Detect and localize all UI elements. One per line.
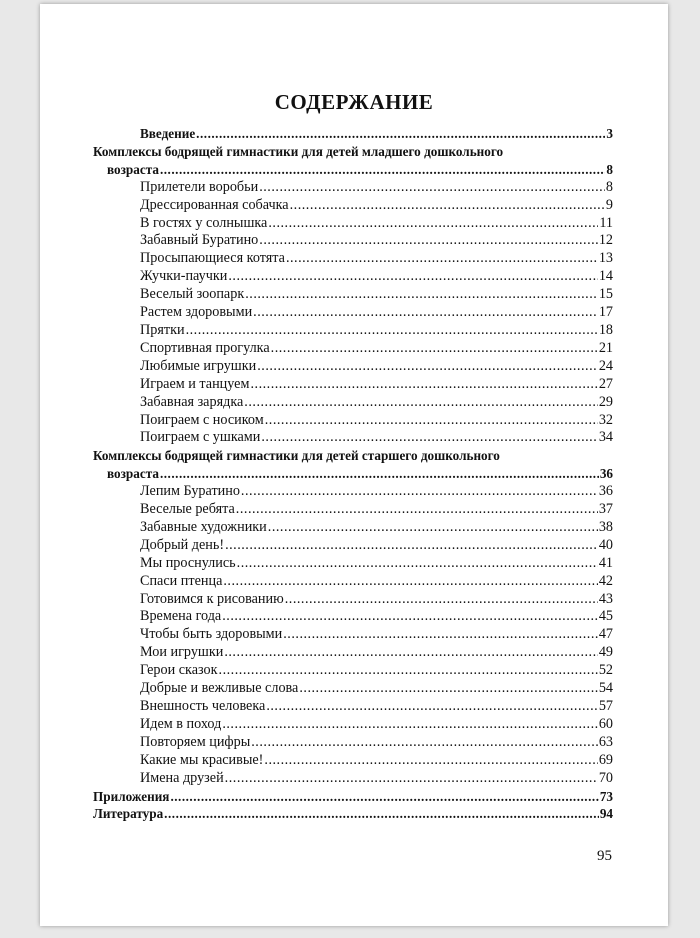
toc-entry-label: Забавная зарядка <box>140 393 244 410</box>
toc-entry-label: Какие мы красивые! <box>140 751 264 768</box>
toc-entry <box>93 626 613 644</box>
toc-entry-label: Любимые игрушки <box>140 357 257 374</box>
toc-entry <box>93 215 613 233</box>
dot-leader <box>250 376 597 394</box>
dot-leader <box>259 232 598 250</box>
toc-entry-label: Забавный Буратино <box>140 232 259 249</box>
toc-entry-page: 73 <box>599 788 613 804</box>
toc-entry-page: 18 <box>598 321 613 338</box>
toc-entry-page: 54 <box>598 680 613 697</box>
dot-leader <box>196 125 605 143</box>
toc-entry-label: Внешность человека <box>140 698 266 714</box>
dot-leader <box>268 215 598 233</box>
toc-entry-literature <box>93 805 613 823</box>
toc-entry-page: 21 <box>598 339 613 356</box>
toc-entry <box>93 752 613 770</box>
toc-entry-label: В гостях у солнышка <box>140 214 268 231</box>
toc-entry-page: 70 <box>598 769 613 786</box>
toc-entry-page: 11 <box>599 214 613 231</box>
section-heading-senior: Комплексы бодрящей гимнастики для детей старшего дошкольного <box>93 448 500 464</box>
toc-entry-label: Прилетели воробьи <box>140 178 259 195</box>
toc-entry-page: 43 <box>598 590 613 607</box>
toc-entry-label: Чтобы быть здоровыми <box>140 626 283 643</box>
toc-entry-page: 14 <box>598 268 613 285</box>
toc-entry-page: 36 <box>598 483 613 500</box>
toc-entry-label: Поиграем с носиком <box>140 411 264 428</box>
toc-entry-page: 52 <box>598 662 613 679</box>
toc-entry-label: Просыпающиеся котята <box>140 250 285 267</box>
section-heading-junior-cont <box>93 161 613 179</box>
toc-entry-label: Прятки <box>140 321 185 338</box>
toc-entry <box>93 573 613 591</box>
toc-entry <box>93 770 613 788</box>
toc-entry-page: 47 <box>598 626 613 643</box>
dot-leader <box>283 626 598 644</box>
toc-entry <box>93 698 613 716</box>
toc-entry-label: Приложения <box>93 788 170 804</box>
dot-leader <box>251 734 598 752</box>
toc-entry-page: 45 <box>598 608 613 625</box>
document-page <box>40 4 668 926</box>
dot-leader <box>237 555 598 573</box>
dot-leader <box>186 322 598 340</box>
dot-leader <box>265 412 598 430</box>
toc-entry <box>93 555 613 573</box>
toc-entry <box>93 394 613 412</box>
toc-entry-page: 27 <box>598 375 613 392</box>
toc-entry-label: Забавные художники <box>140 518 267 535</box>
section-senior-items <box>93 483 613 787</box>
dot-leader <box>268 519 598 537</box>
toc-entry-page: 38 <box>598 518 613 535</box>
dot-leader <box>244 394 598 412</box>
dot-leader <box>271 340 598 358</box>
toc-entry <box>93 304 613 322</box>
toc-entry-label: Идем в поход <box>140 715 222 732</box>
toc-entry-label: Имена друзей <box>140 769 224 786</box>
dot-leader <box>257 358 598 376</box>
toc-entry-intro <box>93 125 613 143</box>
dot-leader <box>285 591 598 609</box>
toc-entry <box>93 429 613 447</box>
dot-leader <box>286 250 598 268</box>
table-of-contents <box>93 125 613 823</box>
dot-leader <box>160 465 599 483</box>
toc-entry-page: 17 <box>598 304 613 321</box>
toc-entry <box>93 537 613 555</box>
toc-entry-page: 32 <box>598 411 613 428</box>
toc-entry-page: 41 <box>598 554 613 571</box>
toc-entry-label: Герои сказок <box>140 662 218 679</box>
toc-entry <box>93 734 613 752</box>
dot-leader <box>222 608 598 626</box>
toc-entry <box>93 644 613 662</box>
toc-entry-page: 69 <box>598 751 613 768</box>
toc-entry <box>93 286 613 304</box>
toc-entry-label: возраста <box>107 466 159 482</box>
section-junior-items <box>93 179 613 448</box>
toc-entry-page: 29 <box>598 393 613 410</box>
toc-entry-label: возраста <box>107 161 159 177</box>
dot-leader <box>253 304 598 322</box>
section-heading-senior-cont <box>93 465 613 483</box>
toc-entry-appendix <box>93 788 613 806</box>
toc-entry-page: 40 <box>598 536 613 553</box>
toc-entry-label: Мы проснулись <box>140 554 236 571</box>
toc-entry-page: 9 <box>605 196 613 213</box>
toc-entry-label: Поиграем с ушками <box>140 429 261 446</box>
toc-entry <box>93 591 613 609</box>
toc-entry <box>93 197 613 215</box>
toc-entry-label: Времена года <box>140 608 222 625</box>
dot-leader <box>241 483 598 501</box>
page-number: 95 <box>597 848 612 864</box>
toc-entry <box>93 268 613 286</box>
toc-entry-page: 15 <box>598 286 613 303</box>
toc-entry-label: Лепим Буратино <box>140 483 240 500</box>
toc-entry-label: Спортивная прогулка <box>140 339 270 356</box>
toc-entry-label: Добрые и вежливые слова <box>140 680 299 697</box>
dot-leader <box>245 286 598 304</box>
toc-entry-label: Мои игрушки <box>140 644 224 661</box>
toc-entry-label: Спаси птенца <box>140 572 223 589</box>
toc-entry-page: 8 <box>605 178 613 195</box>
toc-entry <box>93 376 613 394</box>
toc-entry-page: 63 <box>598 733 613 750</box>
toc-entry-label: Жучки-паучки <box>140 268 228 285</box>
toc-entry-label: Введение <box>140 126 196 141</box>
toc-entry <box>93 358 613 376</box>
dot-leader <box>236 501 598 519</box>
toc-entry-page: 34 <box>598 429 613 446</box>
dot-leader <box>225 537 598 555</box>
toc-entry <box>93 608 613 626</box>
dot-leader <box>259 179 605 197</box>
toc-entry-label: Веселые ребята <box>140 501 235 518</box>
toc-entry-page: 49 <box>598 644 613 661</box>
toc-entry <box>93 519 613 537</box>
toc-entry-page: 8 <box>606 161 613 177</box>
dot-leader <box>170 788 598 806</box>
toc-entry <box>93 179 613 197</box>
toc-entry <box>93 250 613 268</box>
dot-leader <box>222 716 597 734</box>
dot-leader <box>266 698 597 716</box>
toc-entry-label: Добрый день! <box>140 536 225 553</box>
toc-entry-label: Растем здоровыми <box>140 304 253 321</box>
toc-entry-page: 57 <box>598 698 613 714</box>
section-heading-junior: Комплексы бодрящей гимнастики для детей младшего дошкольного <box>93 143 504 159</box>
toc-entry <box>93 412 613 430</box>
dot-leader <box>160 161 605 179</box>
toc-entry-page: 37 <box>598 501 613 518</box>
toc-entry-page: 94 <box>599 806 613 822</box>
dot-leader <box>228 268 597 286</box>
toc-entry-label: Литература <box>93 806 164 822</box>
page-title: СОДЕРЖАНИЕ <box>274 90 434 114</box>
dot-leader <box>225 770 598 788</box>
toc-entry <box>93 662 613 680</box>
dot-leader <box>264 752 597 770</box>
toc-entry-page: 12 <box>598 232 613 249</box>
toc-entry-label: Веселый зоопарк <box>140 286 245 303</box>
toc-entry <box>93 716 613 734</box>
toc-entry <box>93 322 613 340</box>
toc-entry <box>93 232 613 250</box>
toc-entry <box>93 340 613 358</box>
toc-entry <box>93 680 613 698</box>
toc-entry-page: 42 <box>598 572 613 589</box>
dot-leader <box>299 680 597 698</box>
toc-entry-page: 13 <box>598 250 613 267</box>
toc-entry <box>93 483 613 501</box>
dot-leader <box>290 197 605 215</box>
toc-entry-page: 36 <box>599 466 613 482</box>
dot-leader <box>164 805 599 823</box>
toc-entry <box>93 501 613 519</box>
dot-leader <box>261 429 597 447</box>
dot-leader <box>219 662 598 680</box>
dot-leader <box>224 644 597 662</box>
dot-leader <box>223 573 597 591</box>
toc-entry-page: 24 <box>598 357 613 374</box>
toc-entry-label: Готовимся к рисованию <box>140 590 284 607</box>
toc-entry-label: Играем и танцуем <box>140 375 250 392</box>
toc-entry-page: 3 <box>606 126 613 141</box>
toc-entry-page: 60 <box>598 715 613 732</box>
toc-entry-label: Повторяем цифры <box>140 733 251 750</box>
toc-entry-label: Дрессированная собачка <box>140 196 289 213</box>
